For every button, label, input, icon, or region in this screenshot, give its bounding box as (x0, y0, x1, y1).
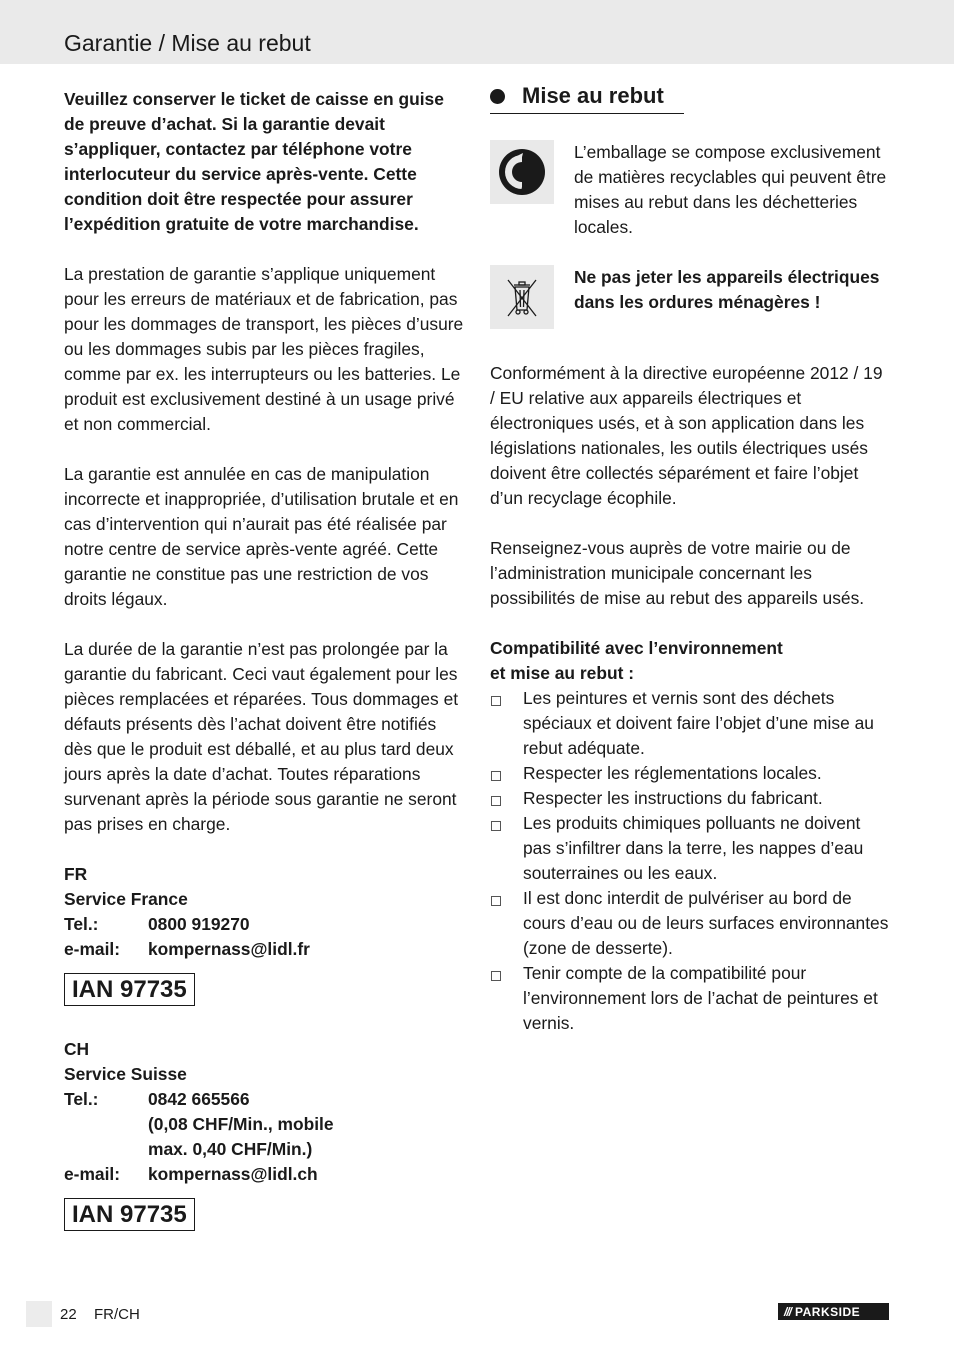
tel-rate-line2: max. 0,40 CHF/Min.) (148, 1139, 313, 1159)
list-item: Respecter les réglementations locales. (490, 761, 890, 786)
warranty-void-paragraph: La garantie est annulée en cas de manipulation incorrecte et inappropriée, d’utilisation brutale et en cas d’intervention qui n’aurait pas été réalisée par notre centre de service après-vente agréé. Cette garantie ne constitue pas une restriction de vos droits légaux. (64, 464, 459, 609)
municipal-text: Renseignez-vous auprès de votre mairie ou de l’administration municipale concernant les possibilités de mise au rebut des appareils usés. (490, 538, 865, 608)
checkbox-square-icon (491, 771, 501, 781)
service-suisse (64, 1037, 464, 1231)
left-column (64, 87, 464, 1231)
tel-label: Tel.: (64, 1089, 99, 1109)
email-label: e-mail: (64, 939, 121, 959)
page-title: Garantie / Mise au rebut (64, 30, 311, 56)
section-heading (490, 83, 684, 114)
directive-text: Conformément à la directive européenne 2012 / 19 / EU relative aux appareils électriques et électroniques usés, et à son application dans les législations nationales, les outils électriques usés doivent être collectés séparément et faire l’objet d’un recyclage écophile. (490, 363, 883, 508)
page-number: 22 (60, 1306, 77, 1323)
service-france (64, 862, 464, 1006)
list-item: Les produits chimiques polluants ne doivent pas s’infiltrer dans la terre, les nappes d’eau souterraines ou les eaux. (490, 811, 890, 886)
compat-heading-line2: et mise au rebut : (490, 663, 634, 683)
packaging-text: L’emballage se compose exclusivement de matières recyclables qui peuvent être mises au rebut dans les déchetteries locales. (574, 142, 887, 237)
country-code: CH (64, 1039, 90, 1059)
brand-logo (778, 1303, 889, 1320)
list-item: Tenir compte de la compatibilité pour l’environnement lors de l’achat de peintures et vernis. (490, 961, 890, 1036)
checkbox-square-icon (491, 896, 501, 906)
tel-label: Tel.: (64, 914, 99, 934)
warranty-intro: Veuillez conserver le ticket de caisse en guise de preuve d’achat. Si la garantie devait s’appliquer, contactez par téléphone votre interlocuteur du service après-vente. Cette condition doit être respectée pour assurer l’expédition gratuite de votre marchandise. (64, 89, 444, 234)
footer-tab (26, 1301, 52, 1327)
ian-box: IAN 97735 (64, 973, 195, 1006)
list-item: Respecter les instructions du fabricant. (490, 786, 890, 811)
checkbox-square-icon (491, 821, 501, 831)
weee-row (490, 265, 890, 329)
crossed-bin-icon (490, 265, 554, 329)
ian-box: IAN 97735 (64, 1198, 195, 1231)
compat-heading-line1: Compatibilité avec l’environnement (490, 638, 783, 658)
list-item: Il est donc interdit de pulvériser au bord de cours d’eau ou de leurs surfaces environnantes (zone de desserte). (490, 886, 890, 961)
service-name: Service Suisse (64, 1064, 187, 1084)
list-item: Les peintures et vernis sont des déchets spéciaux et doivent faire l’objet d’une mise au rebut adéquate. (490, 686, 890, 761)
weee-warning: Ne pas jeter les appareils électriques dans les ordures ménagères ! (574, 267, 880, 312)
warranty-scope-paragraph: La prestation de garantie s’applique uniquement pour les erreurs de matériaux et de fabrication, pas pour les dommages de transport, les pièces d’usure ou les dommages subis par les pièces fragiles, comme par ex. les interrupteurs ou les batteries. Le produit est exclusivement destiné à un usage privé et non commercial. (64, 264, 464, 434)
warranty-duration-paragraph: La durée de la garantie n’est pas prolongée par la garantie du fabricant. Ceci vaut également pour les pièces remplacées et réparées. Tous dommages et défauts présents dès l’achat doivent être notifiés dès que le produit est déballé, et au plus tard deux jours après la date d’achat. Toutes réparations survenant après la période sous garantie ne seront pas prises en charge. (64, 639, 459, 834)
tel-rate-line1: (0,08 CHF/Min., mobile (148, 1114, 334, 1134)
service-name: Service France (64, 889, 188, 909)
brand-slashes: /// (784, 1304, 792, 1319)
right-column (490, 83, 890, 1036)
disposal-list (490, 686, 890, 1036)
language-code: FR/CH (94, 1306, 140, 1323)
email-label: e-mail: (64, 1164, 121, 1184)
country-code: FR (64, 864, 88, 884)
checkbox-square-icon (491, 696, 501, 706)
checkbox-square-icon (491, 971, 501, 981)
email-value: kompernass@lidl.ch (148, 1164, 318, 1184)
checkbox-square-icon (491, 796, 501, 806)
green-dot-recycle-icon (490, 140, 554, 204)
packaging-row (490, 140, 890, 240)
brand-name: PARKSIDE (795, 1304, 861, 1319)
email-value: kompernass@lidl.fr (148, 939, 310, 959)
compat-heading (490, 636, 890, 686)
tel-value: 0800 919270 (148, 914, 250, 934)
section-title: Mise au rebut (522, 83, 664, 108)
bullet-dot-icon (490, 89, 505, 104)
header-bar (0, 0, 954, 64)
tel-value: 0842 665566 (148, 1089, 250, 1109)
